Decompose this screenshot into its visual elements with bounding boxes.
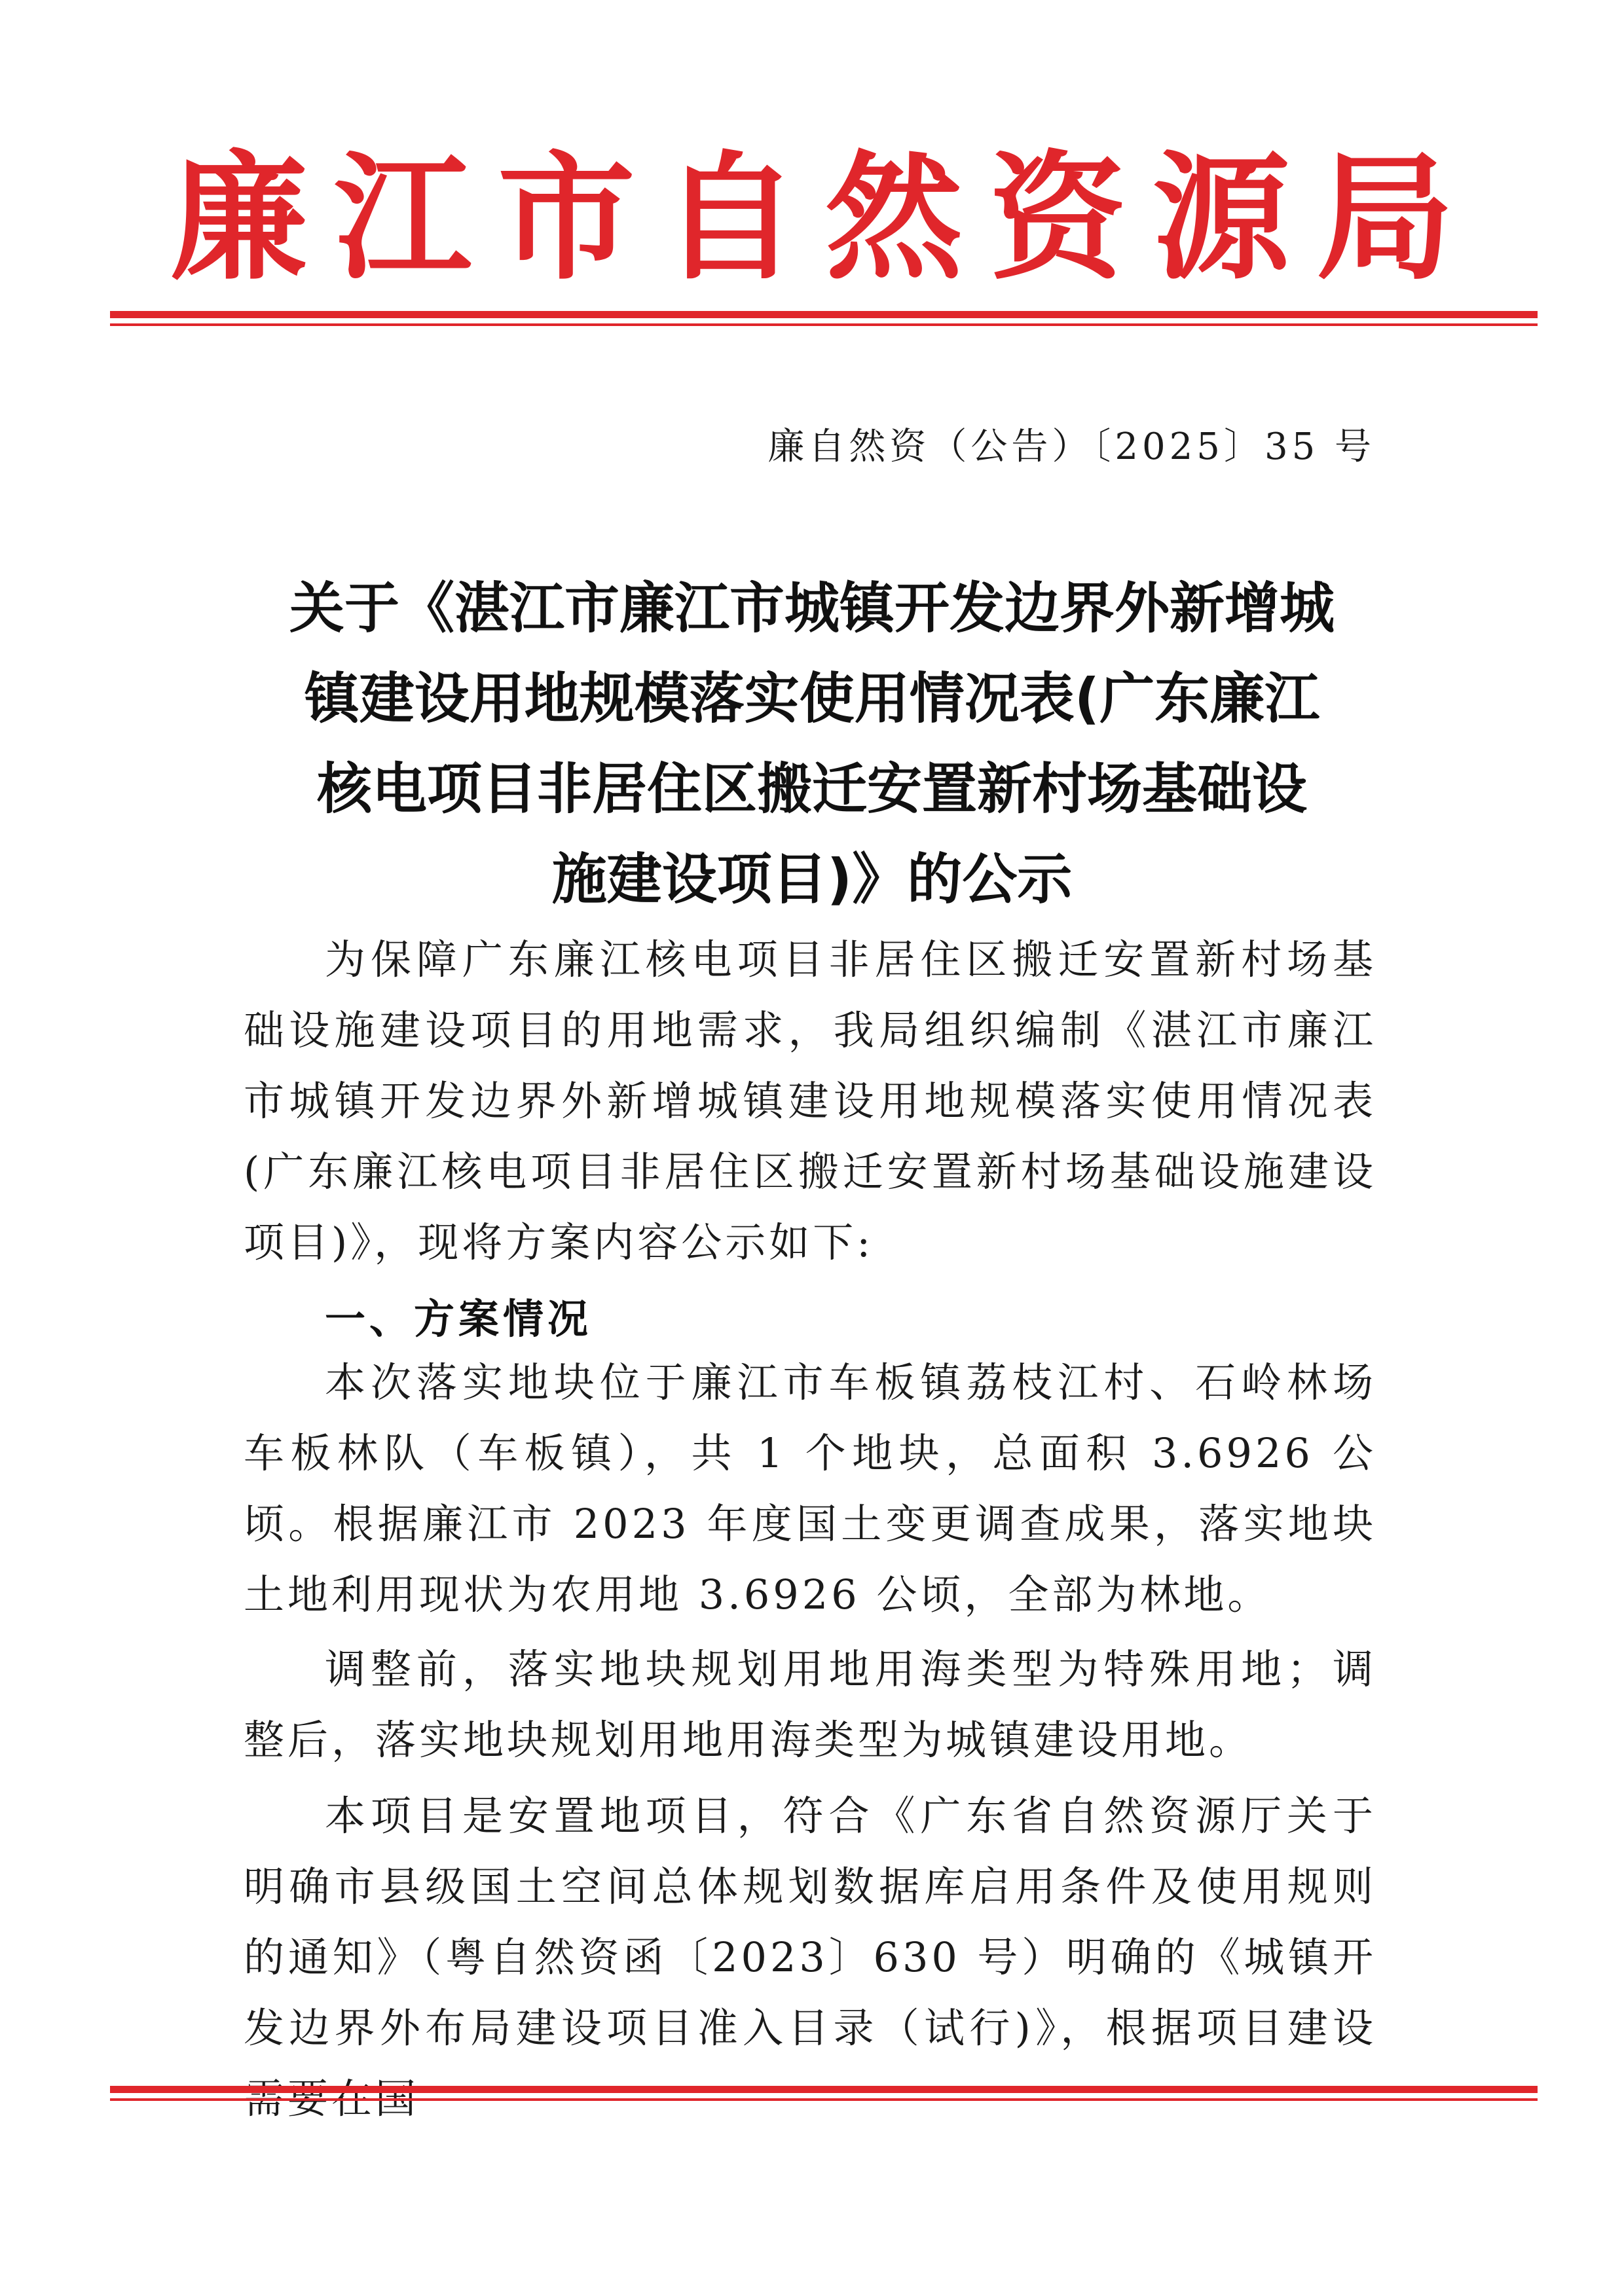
section1-paragraph-block [244, 1634, 1376, 1776]
letterhead-char: 市 [497, 137, 635, 299]
section1-paragraph-block [244, 1347, 1376, 1630]
letterhead-divider [110, 311, 1538, 326]
divider-thick-line [110, 311, 1538, 318]
section-heading: 一、方案情况 [325, 1295, 593, 1343]
letterhead-char: 局 [1316, 137, 1454, 299]
body-paragraph: 调整前，落实地块规划用地用海类型为特殊用地；调整后，落实地块规划用地用海类型为城镇建设用地。 [244, 1645, 1376, 1764]
letterhead-char: 源 [1152, 137, 1290, 299]
letterhead-char: 廉 [170, 137, 308, 299]
title-line: 镇建设用地规模落实使用情况表(广东廉江 [304, 666, 1320, 731]
document-title [196, 563, 1428, 924]
letterhead-char: 然 [824, 137, 963, 299]
body-paragraph: 本次落实地块位于廉江市车板镇荔枝江村、石岭林场车板林队（车板镇），共 1 个地块，总面积 3.6926 公顷。根据廉江市 2023 年度国土变更调查成果，落实地块土地利用现状为农用地 3.6926 公顷，全部为林地。 [244, 1358, 1376, 1618]
section1-paragraph-block [244, 1781, 1376, 2134]
letterhead-char: 资 [988, 137, 1126, 299]
divider-thick-line [110, 2086, 1538, 2093]
intro-paragraph-block [244, 924, 1376, 1278]
document-number: 廉自然资（公告）〔2025〕35 号 [767, 426, 1375, 468]
letterhead-char: 江 [333, 137, 471, 299]
title-line: 关于《湛江市廉江市城镇开发边界外新增城 [289, 576, 1335, 640]
divider-thin-line [110, 2098, 1538, 2101]
title-line: 核电项目非居住区搬迁安置新村场基础设 [316, 757, 1307, 821]
footer-divider [110, 2086, 1538, 2101]
intro-paragraph: 为保障广东廉江核电项目非居住区搬迁安置新村场基础设施建设项目的用地需求，我局组织编制《湛江市廉江市城镇开发边界外新增城镇建设用地规模落实使用情况表(广东廉江核电项目非居住区搬迁安置新村场基础设施建设项目)》，现将方案内容公示如下: [244, 936, 1376, 1266]
title-line: 施建设项目)》的公示 [551, 847, 1073, 911]
divider-thin-line [110, 323, 1538, 326]
body-paragraph: 本项目是安置地项目，符合《广东省自然资源厅关于明确市县级国土空间总体规划数据库启用条件及使用规则的通知》（粤自然资函〔2023〕630 号）明确的《城镇开发边界外布局建设项目准入目录（试行)》，根据项目建设 [244, 1792, 1376, 2052]
letterhead [164, 137, 1460, 299]
letterhead-char: 自 [661, 137, 799, 299]
